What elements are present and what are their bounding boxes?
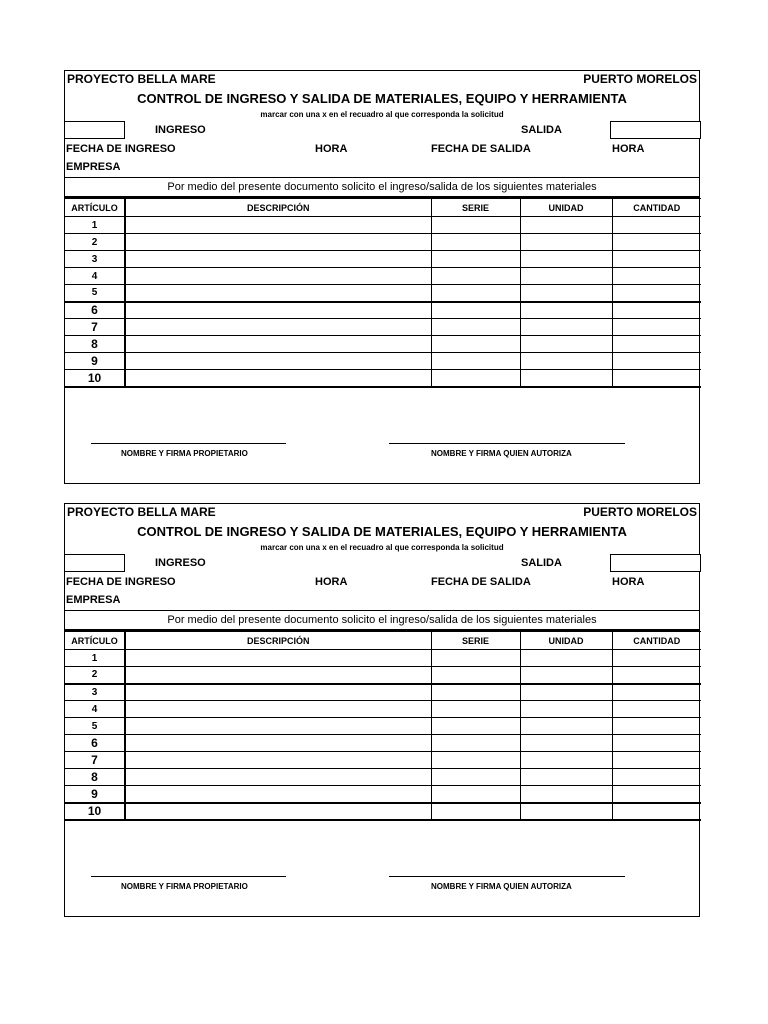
cantidad-cell[interactable] xyxy=(612,251,701,268)
project-name: PROYECTO BELLA MARE xyxy=(67,505,216,519)
cantidad-cell[interactable] xyxy=(612,319,701,336)
table-row xyxy=(65,217,701,234)
description-cell[interactable] xyxy=(125,217,431,234)
table-row xyxy=(65,234,701,251)
row-number: 4 xyxy=(65,268,125,285)
unidad-cell[interactable] xyxy=(520,336,612,353)
serie-cell[interactable] xyxy=(431,251,520,268)
description-cell[interactable] xyxy=(125,803,431,820)
fecha-salida-label: FECHA DE SALIDA xyxy=(431,143,531,155)
serie-cell[interactable] xyxy=(431,302,520,319)
row-number: 9 xyxy=(65,786,125,803)
table-row xyxy=(65,701,701,718)
row-number: 6 xyxy=(65,302,125,319)
table-row xyxy=(65,769,701,786)
serie-cell[interactable] xyxy=(431,217,520,234)
serie-cell[interactable] xyxy=(431,319,520,336)
ingreso-label: INGRESO xyxy=(155,557,206,569)
unidad-cell[interactable] xyxy=(520,234,612,251)
cantidad-cell[interactable] xyxy=(612,353,701,370)
empresa-label: EMPRESA xyxy=(66,594,121,606)
date-row xyxy=(65,141,699,159)
fecha-ingreso-label: FECHA DE INGRESO xyxy=(66,143,176,155)
col-cantidad: CANTIDAD xyxy=(612,199,701,217)
table-row xyxy=(65,667,701,684)
unidad-cell[interactable] xyxy=(520,718,612,735)
description-cell[interactable] xyxy=(125,650,431,667)
form-header xyxy=(65,504,699,522)
cantidad-cell[interactable] xyxy=(612,336,701,353)
serie-cell[interactable] xyxy=(431,268,520,285)
row-number: 10 xyxy=(65,803,125,820)
cantidad-cell[interactable] xyxy=(612,735,701,752)
serie-cell[interactable] xyxy=(431,336,520,353)
table-row xyxy=(65,718,701,735)
serie-cell[interactable] xyxy=(431,769,520,786)
serie-cell[interactable] xyxy=(431,285,520,302)
description-cell[interactable] xyxy=(125,353,431,370)
hora-salida-label: HORA xyxy=(612,143,645,155)
table-row xyxy=(65,752,701,769)
description-cell[interactable] xyxy=(125,769,431,786)
location-name: PUERTO MORELOS xyxy=(583,72,697,86)
row-number: 9 xyxy=(65,353,125,370)
cantidad-cell[interactable] xyxy=(612,370,701,387)
ingreso-label: INGRESO xyxy=(155,124,206,136)
table-row xyxy=(65,370,701,387)
unidad-cell[interactable] xyxy=(520,803,612,820)
owner-signature-line[interactable] xyxy=(91,876,286,877)
authorizer-signature-label: NOMBRE Y FIRMA QUIEN AUTORIZA xyxy=(431,881,572,891)
empresa-label: EMPRESA xyxy=(66,161,121,173)
unidad-cell[interactable] xyxy=(520,752,612,769)
items-table xyxy=(65,631,701,821)
row-number: 4 xyxy=(65,701,125,718)
serie-cell[interactable] xyxy=(431,684,520,701)
authorizer-signature-line[interactable] xyxy=(389,443,625,444)
description-cell[interactable] xyxy=(125,285,431,302)
cantidad-cell[interactable] xyxy=(612,684,701,701)
unidad-cell[interactable] xyxy=(520,268,612,285)
row-number: 10 xyxy=(65,370,125,387)
instruction-text: marcar con una x en el recuadro al que corresponda la solicitud xyxy=(260,543,504,552)
cantidad-cell[interactable] xyxy=(612,803,701,820)
description-cell[interactable] xyxy=(125,336,431,353)
serie-cell[interactable] xyxy=(431,234,520,251)
cantidad-cell[interactable] xyxy=(612,285,701,302)
row-number: 6 xyxy=(65,735,125,752)
description-cell[interactable] xyxy=(125,752,431,769)
signature-area xyxy=(65,388,699,472)
table-row xyxy=(65,268,701,285)
salida-label: SALIDA xyxy=(521,557,562,569)
ingreso-checkbox[interactable] xyxy=(64,554,125,572)
unidad-cell[interactable] xyxy=(520,701,612,718)
project-name: PROYECTO BELLA MARE xyxy=(67,72,216,86)
row-number: 3 xyxy=(65,251,125,268)
row-number: 3 xyxy=(65,684,125,701)
mark-row xyxy=(65,554,699,574)
serie-cell[interactable] xyxy=(431,752,520,769)
description-cell[interactable] xyxy=(125,667,431,684)
unidad-cell[interactable] xyxy=(520,302,612,319)
unidad-cell[interactable] xyxy=(520,684,612,701)
unidad-cell[interactable] xyxy=(520,650,612,667)
unidad-cell[interactable] xyxy=(520,353,612,370)
serie-cell[interactable] xyxy=(431,667,520,684)
instruction-text: marcar con una x en el recuadro al que corresponda la solicitud xyxy=(260,110,504,119)
empresa-row xyxy=(65,159,699,177)
unidad-cell[interactable] xyxy=(520,735,612,752)
serie-cell[interactable] xyxy=(431,353,520,370)
owner-signature-line[interactable] xyxy=(91,443,286,444)
table-row xyxy=(65,319,701,336)
table-row xyxy=(65,302,701,319)
serie-cell[interactable] xyxy=(431,735,520,752)
unidad-cell[interactable] xyxy=(520,251,612,268)
row-number: 7 xyxy=(65,319,125,336)
form-header xyxy=(65,71,699,89)
authorizer-signature-label: NOMBRE Y FIRMA QUIEN AUTORIZA xyxy=(431,448,572,458)
hora-salida-label: HORA xyxy=(612,576,645,588)
table-row xyxy=(65,251,701,268)
owner-signature-label: NOMBRE Y FIRMA PROPIETARIO xyxy=(121,448,248,458)
table-row xyxy=(65,336,701,353)
cantidad-cell[interactable] xyxy=(612,718,701,735)
description-cell[interactable] xyxy=(125,319,431,336)
mark-row xyxy=(65,121,699,141)
salida-checkbox[interactable] xyxy=(610,554,701,572)
ingreso-checkbox[interactable] xyxy=(64,121,125,139)
hora-ingreso-label: HORA xyxy=(315,143,348,155)
table-row xyxy=(65,803,701,820)
cantidad-cell[interactable] xyxy=(612,234,701,251)
unidad-cell[interactable] xyxy=(520,319,612,336)
signature-area xyxy=(65,821,699,905)
location-name: PUERTO MORELOS xyxy=(583,505,697,519)
row-number: 8 xyxy=(65,336,125,353)
row-number: 7 xyxy=(65,752,125,769)
description-cell[interactable] xyxy=(125,701,431,718)
cantidad-cell[interactable] xyxy=(612,786,701,803)
col-cantidad: CANTIDAD xyxy=(612,632,701,650)
description-cell[interactable] xyxy=(125,268,431,285)
col-unidad: UNIDAD xyxy=(520,199,612,217)
table-header-row xyxy=(65,199,701,217)
col-serie: SERIE xyxy=(431,632,520,650)
col-articulo: ARTÍCULO xyxy=(65,199,125,217)
serie-cell[interactable] xyxy=(431,370,520,387)
description-cell[interactable] xyxy=(125,735,431,752)
owner-signature-label: NOMBRE Y FIRMA PROPIETARIO xyxy=(121,881,248,891)
row-number: 5 xyxy=(65,285,125,302)
row-number: 8 xyxy=(65,769,125,786)
cantidad-cell[interactable] xyxy=(612,701,701,718)
col-serie: SERIE xyxy=(431,199,520,217)
salida-label: SALIDA xyxy=(521,124,562,136)
cantidad-cell[interactable] xyxy=(612,667,701,684)
col-descripcion: DESCRIPCIÓN xyxy=(125,632,431,650)
description-cell[interactable] xyxy=(125,684,431,701)
col-articulo: ARTÍCULO xyxy=(65,632,125,650)
row-number: 2 xyxy=(65,667,125,684)
description-cell[interactable] xyxy=(125,786,431,803)
row-number: 1 xyxy=(65,650,125,667)
request-statement: Por medio del presente documento solicito el ingreso/salida de los siguientes materiales xyxy=(65,610,699,631)
table-row xyxy=(65,684,701,701)
cantidad-cell[interactable] xyxy=(612,752,701,769)
form-title: CONTROL DE INGRESO Y SALIDA DE MATERIALES, EQUIPO Y HERRAMIENTA xyxy=(137,524,627,539)
row-number: 2 xyxy=(65,234,125,251)
serie-cell[interactable] xyxy=(431,650,520,667)
table-row xyxy=(65,650,701,667)
cantidad-cell[interactable] xyxy=(612,769,701,786)
col-unidad: UNIDAD xyxy=(520,632,612,650)
hora-ingreso-label: HORA xyxy=(315,576,348,588)
unidad-cell[interactable] xyxy=(520,217,612,234)
date-row xyxy=(65,574,699,592)
description-cell[interactable] xyxy=(125,370,431,387)
table-header-row xyxy=(65,632,701,650)
serie-cell[interactable] xyxy=(431,803,520,820)
form-title: CONTROL DE INGRESO Y SALIDA DE MATERIALES, EQUIPO Y HERRAMIENTA xyxy=(137,91,627,106)
description-cell[interactable] xyxy=(125,234,431,251)
row-number: 5 xyxy=(65,718,125,735)
fecha-ingreso-label: FECHA DE INGRESO xyxy=(66,576,176,588)
description-cell[interactable] xyxy=(125,718,431,735)
description-cell[interactable] xyxy=(125,302,431,319)
table-row xyxy=(65,786,701,803)
items-table xyxy=(65,198,701,388)
table-row xyxy=(65,353,701,370)
fecha-salida-label: FECHA DE SALIDA xyxy=(431,576,531,588)
authorizer-signature-line[interactable] xyxy=(389,876,625,877)
empresa-row xyxy=(65,592,699,610)
description-cell[interactable] xyxy=(125,251,431,268)
form-top xyxy=(64,70,700,484)
cantidad-cell[interactable] xyxy=(612,268,701,285)
request-statement: Por medio del presente documento solicito el ingreso/salida de los siguientes materiales xyxy=(65,177,699,198)
cantidad-cell[interactable] xyxy=(612,217,701,234)
unidad-cell[interactable] xyxy=(520,370,612,387)
table-row xyxy=(65,735,701,752)
serie-cell[interactable] xyxy=(431,701,520,718)
table-row xyxy=(65,285,701,302)
unidad-cell[interactable] xyxy=(520,786,612,803)
serie-cell[interactable] xyxy=(431,786,520,803)
unidad-cell[interactable] xyxy=(520,667,612,684)
row-number: 1 xyxy=(65,217,125,234)
serie-cell[interactable] xyxy=(431,718,520,735)
cantidad-cell[interactable] xyxy=(612,650,701,667)
form-bottom xyxy=(64,503,700,917)
unidad-cell[interactable] xyxy=(520,769,612,786)
cantidad-cell[interactable] xyxy=(612,302,701,319)
unidad-cell[interactable] xyxy=(520,285,612,302)
col-descripcion: DESCRIPCIÓN xyxy=(125,199,431,217)
salida-checkbox[interactable] xyxy=(610,121,701,139)
